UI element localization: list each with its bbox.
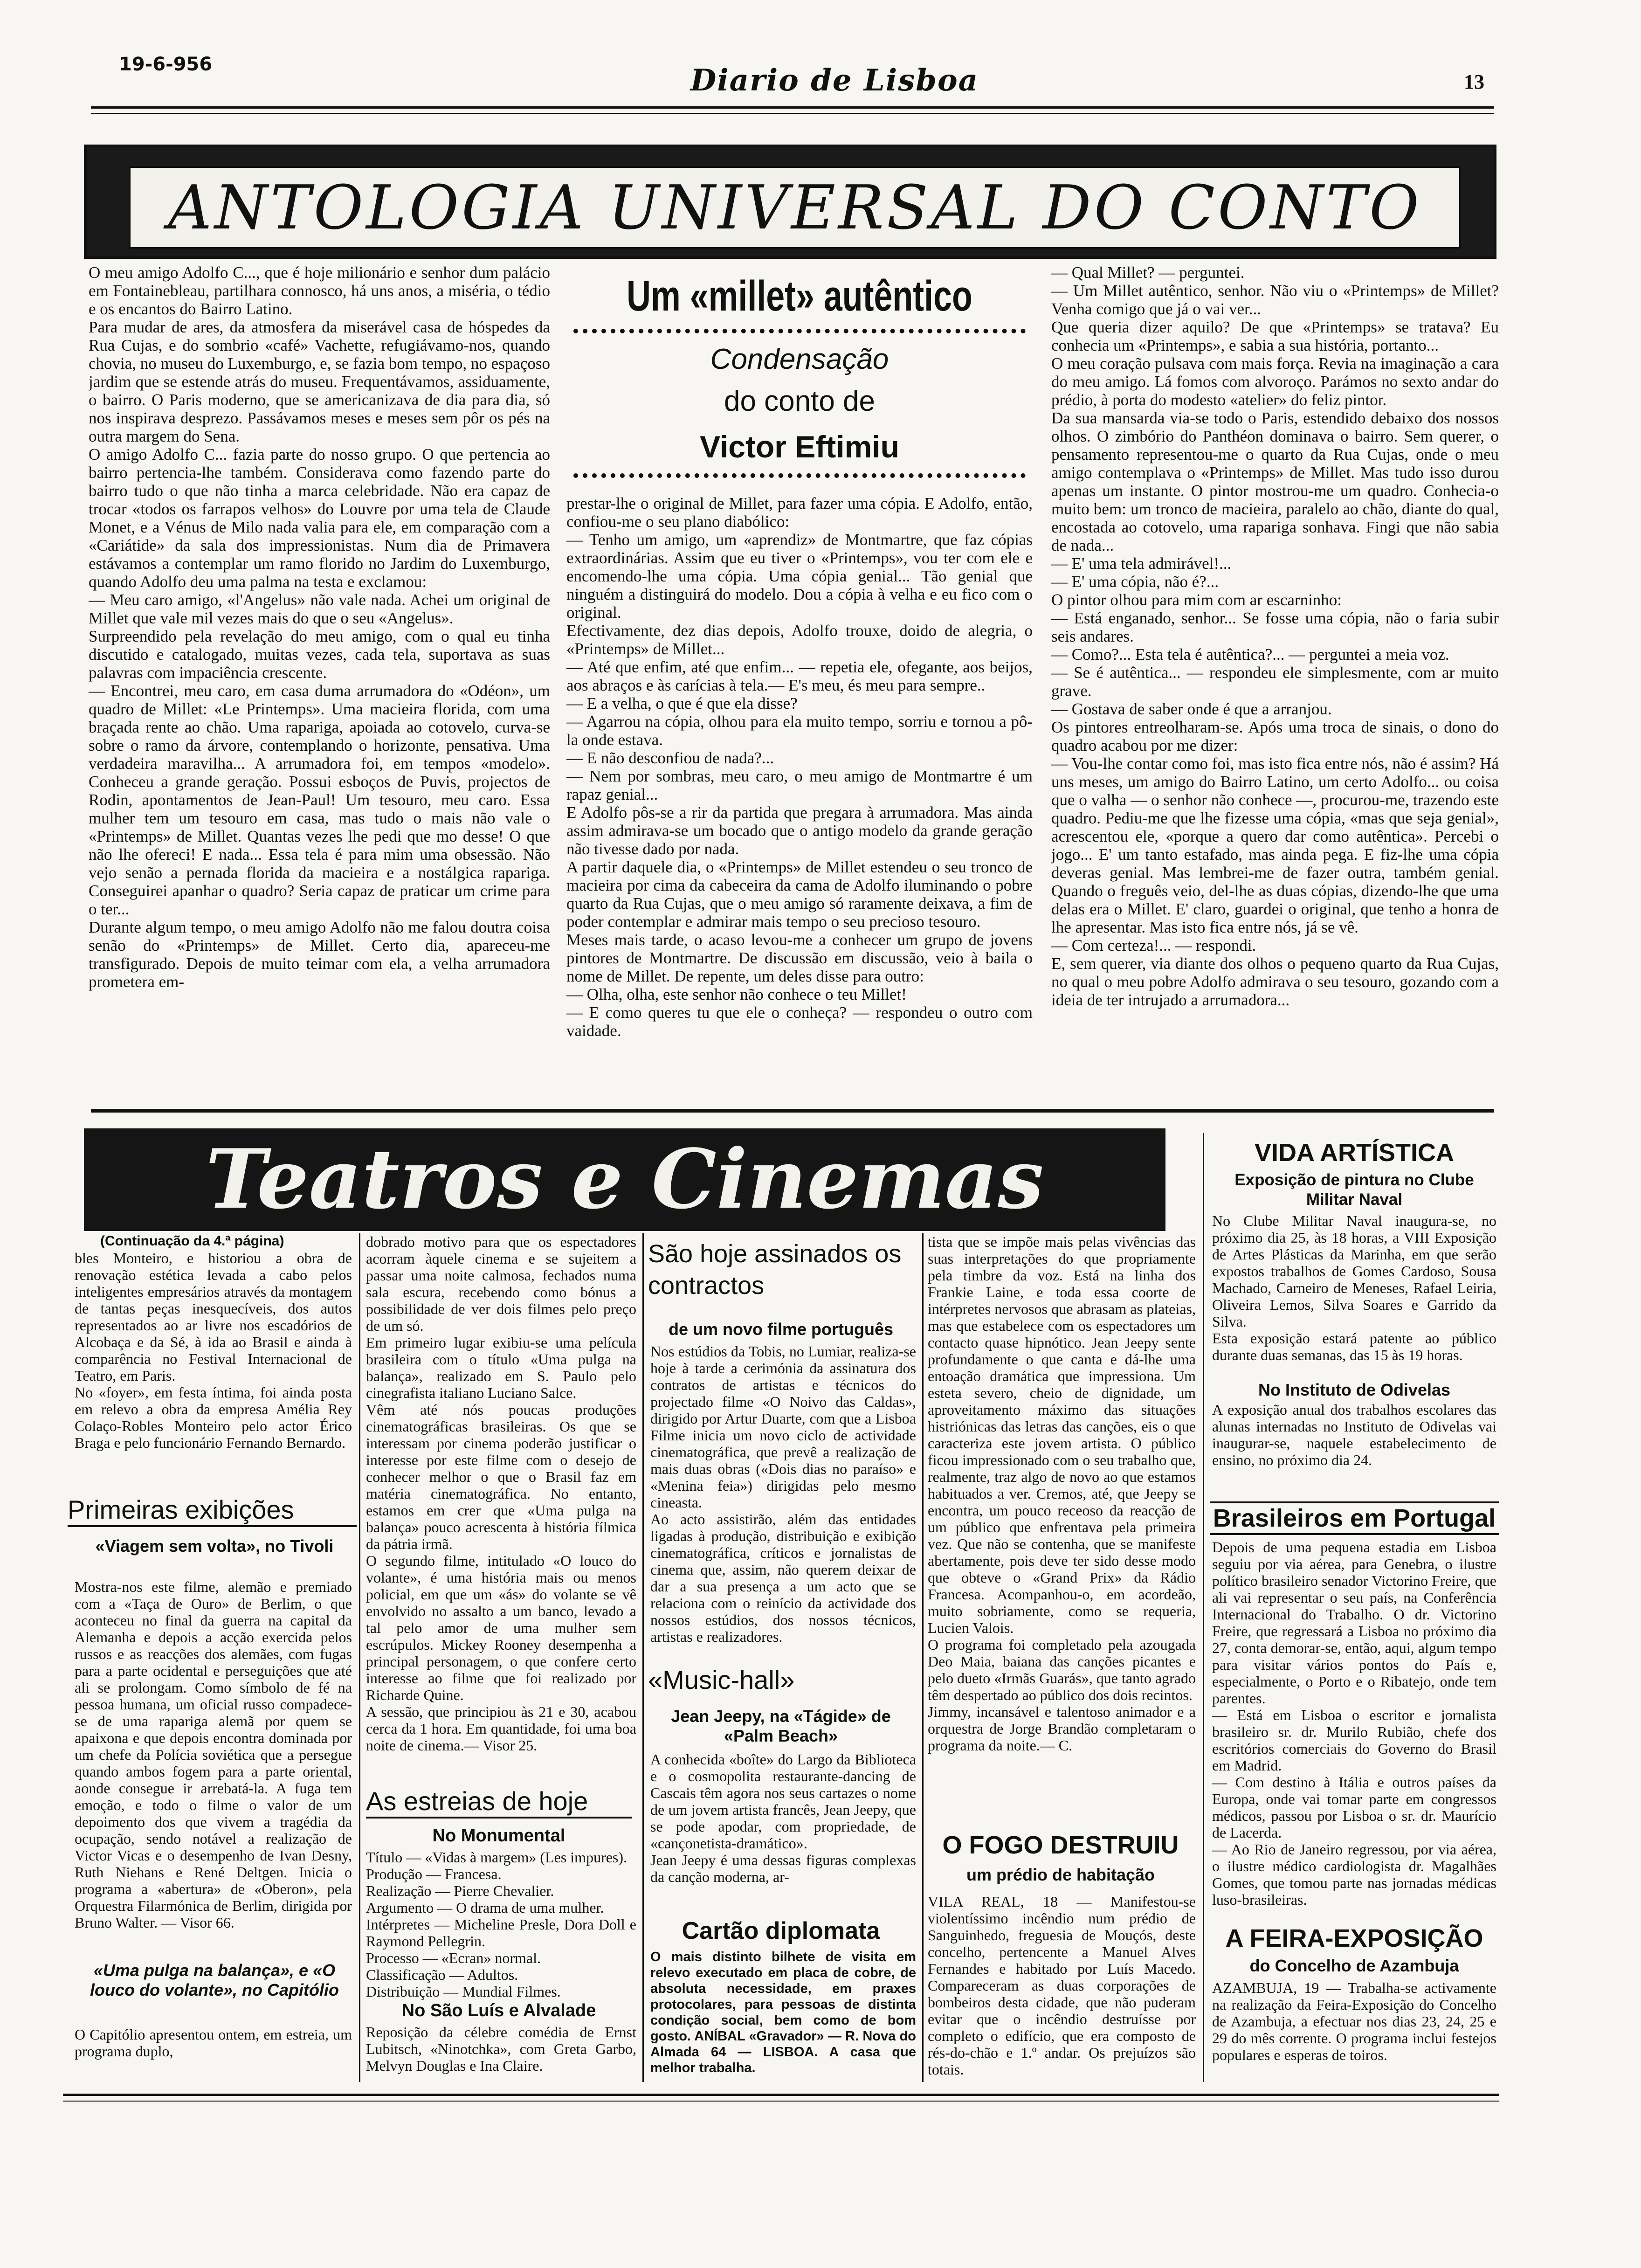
brasileiros-text: Depois de uma pequena estadia em Lisboa seguiu por via aérea, para Genebra, o ilustre político brasileiro senador Victorino Freire, que ali vai representar o seu país, na Conferência Internacional do Trabalho. O dr. Victorino Freire, que regressará a Lisboa no próximo dia 27, conta demorar-se, então, aqui, algum tempo para visitar vários pontos do País e, especialmente, o Porto e o Ribatejo, onde tem parentes. — Está em Lisboa o escritor e jornalista brasileiro sr. dr. Murilo Rubião, chefe dos escritórios comerciais do Governo do Brasil em Madrid. — Com destino à Itália e outros países da Europa, onde vai tomar parte em congressos médicos, passou por Lisboa o sr. dr. Maurício de Lacerda. — Ao Rio de Janeiro regressou, por via aérea, o ilustre médico cardiologista dr. Magalhães Gomes, que tomou parte nas jornadas médicas luso-brasileiras. — [1212, 1539, 1496, 1908]
cartao-title: Cartão diplomata — [682, 1917, 880, 1944]
saoluis-title: No São Luís e Alvalade — [401, 2001, 596, 2020]
bottom-rule-thin — [63, 2101, 1499, 2102]
cartao-text: O mais distinto bilhete de visita em relevo executado em placa de cobre, de absoluta necessidade, em praxes protocolares, para pessoas de distinta condição social, bem como de bom gosto. ANÍBAL «Gravador» — R. Nova do Almada 64 — LISBOA. A casa que melhor trabalha. — [650, 1950, 916, 2075]
teatros-banner-text: Teatros e Cinemas — [206, 1132, 1044, 1227]
musichall-sub: Jean Jeepy, na «Tágide» de «Palm Beach» — [671, 1707, 891, 1745]
monumental-line: Distribuição — Mundial Filmes. — [366, 1983, 561, 2000]
antologia-banner — [84, 145, 1496, 259]
vida-sub: Exposição de pintura no Clube Militar Naval — [1234, 1171, 1474, 1209]
antologia-banner-text: ANTOLOGIA UNIVERSAL DO CONTO — [129, 166, 1461, 249]
condensation-label: Condensação — [710, 343, 889, 375]
monumental-line: Classificação — Adultos. — [366, 1966, 518, 1983]
estreias-title: As estreias de hoje — [366, 1786, 632, 1819]
column-divider — [922, 1233, 924, 2082]
masthead-rule-thin — [91, 113, 1494, 114]
vida-text: No Clube Militar Naval inaugura-se, no próximo dia 25, às 18 horas, a VIII Exposição de Artes Plásticas da Marinha, em que serão expostos trabalhos de Gomes Cardoso, Sousa Machado, Carneiro de Meneses, Rafael Leiria, Oliveira Lemos, Silva Soares e Garrido da Silva. Esta exposição estará patente ao público durante duas semanas, das 15 às 19 horas. — [1212, 1212, 1496, 1363]
story-column-2: prestar-lhe o original de Millet, para fazer uma cópia. E Adolfo, então, confiou-me o seu plano diabólico: — Tenho um amigo, um «aprendiz» de Montmartre, que faz cópias extraordinárias. Assim que eu tiver o «Printemps», vou ter com ele e encomendo-lhe uma cópia. Uma cópia genial... Tão genial que ninguém a distinguirá do modelo. Dou a cópia à velha e eu fico com o original. Efectivamente, dez dias depois, Adolfo trouxe, doido de alegria, o «Printemps» de Millet... — Até que enfim, até que enfim... — repetia ele, ofegante, aos beijos, aos abraços e às carícias à tela.— E's meu, és meu para sempre.. — E a velha, o que é que ela disse? — Agarrou na cópia, olhou para ela muito tempo, sorriu e tornou a pô-la onde estava. — E não desconfiou de nada?... — Nem por sombras, meu caro, o meu amigo de Montmartre é um rapaz genial... E Adolfo pôs-se a rir da partida que pregara à arrumadora. Mas ainda assim admirava-se um bocado que o antigo modelo da grande geração não tivesse dado por nada. A partir daquele dia, o «Printemps» de Millet estendeu o seu tronco de macieira por cima da cabeceira da cama de Adolfo iluminando o pobre quarto da Rua Cujas, que o meu amigo só raramente deixava, a fim de poder contemplar e admirar mais tempo o seu precioso tesouro. Meses mais tarde, o acaso levou-me a conhecer um grupo de jovens pintores de Montmartre. De discussão em discussão, veio à baila o nome de Millet. De repente, um deles disse para outro: — Olha, olha, este senhor não conhece o teu Millet! — E como queres tu que ele o conheça? — respondeu o outro com vaidade. — [566, 494, 1033, 1040]
fogo-title: O FOGO DESTRUIU — [942, 1831, 1179, 1859]
musichall-title: «Music-hall» — [648, 1665, 795, 1694]
monumental-line: Processo — «Ecran» normal. — [366, 1950, 541, 1966]
monumental-line: Produção — Francesa. — [366, 1866, 502, 1882]
teatros-column-3a: Nos estúdios da Tobis, no Lumiar, realiza-se hoje à tarde a cerimónia da assinatura dos contratos de artistas e técnicos do projectado filme «O Noivo das Caldas», dirigido por Artur Duarte, com que a Lisboa Filme inicia um novo ciclo de actividade cinematográfica, que prevê a realização de mais duas obras («Dois dias no paraíso» e «Menina feia») dirigidas pelo mesmo cineasta. Ao acto assistirão, além das entidades ligadas à produção, distribuição e exibição cinematográfica, críticos e jornalistas de cinema que, assim, não querem deixar de dar a sua presença a um acto que se relaciona com o reinício da actividade dos nossos estúdios, dos nossos técnicos, artistas e realizadores. — [650, 1343, 916, 1645]
brasileiros-title: Brasileiros em Portugal — [1210, 1501, 1499, 1535]
teatros-column-1b: Mostra-nos este filme, alemão e premiado com a «Taça de Ouro» de Berlim, o que aconteceu no final da guerra na capital da Alemanha e depois a acção exercida pelos russos e as reacções dos alemães, com fugas para a parte ocidental e perseguições que até ali se prolongam. Como símbolo de fé na pessoa humana, um oficial russo compadece-se de uma rapariga alemã por quem se apaixona e que depois encontra dominada por um chefe da Polícia soviética que a persegue quando ambos fogem para a parte oriental, aonde consegue ir arrebatá-la. A fuga tem emoção, e todo o filme o valor de um depoimento dos que vivem a tragédia da ocupação, sendo notável a realização de Victor Vicas e o desempenho de Ivan Desny, Ruth Niehans e René Deltgen. Inicia o programa a «abertura» de «Oberon», pela Orquestra Filarmónica de Berlim, dirigida por Bruno Walter. — Visor 66. — [75, 1578, 352, 1931]
fogo-sub: um prédio de habitação — [966, 1865, 1155, 1884]
story-bottom-rule — [91, 1109, 1494, 1113]
teatros-column-2a: dobrado motivo para que os espectadores acorram àquele cinema e se sujeitem a passar uma noite calmosa, fechados numa sala escura, recebendo como bónus a possibilidade de ver dois filmes pelo preço de um só. Em primeiro lugar exibiu-se uma película brasileira com o título «Uma pulga na balança», realizado em S. Paulo pelo cinegrafista italiano Luciano Salce. Vêm até nós poucas produções cinematográficas brasileiras. Os que se interessam por cinema poderão justificar o interesse por este filme com o desejo de conhecer melhor o que o Brasil faz em matéria cinematográfica. No entanto, estamos em crer que «Uma pulga na balança» pouco acrescenta à história fílmica da pátria irmã. O segundo filme, intitulado «O louco do volante», é uma história mais ou menos policial, em que um «ás» do volante se vê envolvido no assalto a um banco, levado a tal pelo amor de uma mulher sem escrúpulos. Mickey Rooney desempenha a principal personagem, o que confere certo interesse ao filme que foi realizado por Richarde Quine. A sessão, que principiou às 21 e 30, acabou cerca da 1 hora. Em quantidade, foi uma boa noite de cinema.— Visor 25. — [366, 1233, 636, 1754]
pulga-title: «Uma pulga na balança», e «O louco do volante», no Capitólio — [90, 1961, 339, 1999]
story-column-3: — Qual Millet? — perguntei. — Um Millet autêntico, senhor. Não viu o «Printemps» de Millet? Venha comigo que já o vai ver... Que queria dizer aquilo? De que «Printemps» se tratava? Eu conhecia um «Printemps», e sabia a sua história, portanto... O meu coração pulsava com mais força. Revia na imaginação a cara do meu amigo. Lá fomos com alvoroço. Parámos no sexto andar do prédio, à porta do modesto «atelier» do feliz pintor. Da sua mansarda via-se todo o Paris, estendido debaixo dos nossos olhos. O zimbório do Panthéon dominava o bairro. Sem querer, o pensamento representou-me o quarto da Rua Cujas, onde o meu amigo contemplava o «Printemps» de Millet. Mas tudo isso durou apenas um instante. O pintor mostrou-me um quadro. Conhecia-o muito bem: um tronco de macieira, paralelo ao chão, diante do qual, encostada ao cotovelo, uma rapariga sonhava. Fingi que não sabia de nada... — E' uma tela admirável!... — E' uma cópia, não é?... O pintor olhou para mim com ar escarninho: — Está enganado, senhor... Se fosse uma cópia, não o faria subir seis andares. — Como?... Esta tela é autêntica?... — perguntei a meia voz. — Se é autêntica... — respondeu ele simplesmente, com ar muito grave. — Gostava de saber onde é que a arranjou. Os pintores entreolharam-se. Após uma troca de sinais, o dono do quadro acabou por me dizer: — Vou-lhe contar como foi, mas isto fica entre nós, não é assim? Há uns meses, um amigo do Bairro Latino, um certo Adolfo... ou coisa que o valha — o senhor não conhece —, procurou-me, trazendo este quadro. Pediu-me que lhe fizesse uma cópia, «mas que seja genial», acrescentou ele, «porque a quero dar como autêntica». Percebi o jogo... E' um tanto estafado, mas ainda pega. E fiz-lhe uma cópia deveras genial. Mas lembrei-me de fazer outra, também genial. Quando o freguês veio, del-lhe as duas cópias, dizendo-lhe que uma delas era o Millet. E' claro, guardei o original, que tenho a honra de lhe apresentar. Mas isto fica entre nós, já se vê. — Com certeza!... — respondi. E, sem querer, via diante dos olhos o pequeno quarto da Rua Cujas, no qual o meu pobre Adolfo admirava o seu tesouro, gozando com a ideia de ter intrujado a arrumadora... — [1051, 263, 1499, 1009]
monumental-line: Título — «Vidas à margem» (Les impures). — [366, 1849, 627, 1866]
masthead-title: Diario de Lisboa — [690, 63, 979, 98]
condensation-box — [573, 329, 1026, 478]
monumental-line: Argumento — O drama de uma mulher. — [366, 1899, 604, 1916]
feira-title: A FEIRA-EXPOSIÇÃO — [1225, 1924, 1483, 1952]
monumental-title: No Monumental — [432, 1826, 565, 1846]
teatros-column-4a: tista que se impõe mais pelas vivências das suas interpretações do que propriamente pela timbre da voz. Está na linha dos Frankie Laine, e toda essa coorte de intérpretes nervosos que abrasam as plateias, mas que estabelece com os espectadores um contacto quase hipnótico. Jean Jeepy sente profundamente o que canta e dá-lhe uma entoação dramática que impressiona. Um esteta severo, cheio de dignidade, um aproveitamento máximo das situações histriónicas das letras das canções, eis o que caracteriza este jovem artista. O público ficou impressionado com o seu trabalho que, realmente, traz algo de novo ao que estamos habituados a ver. Cremos, até, que Jeepy se encontra, um pouco receoso da reacção de um público que enfrentava pela primeira vez. Que não se contenha, que se manifeste abertamente, pois deve ter sido desse modo que obteve o «Grand Prix» da Rádio Francesa. Acompanhou-o, em acordeão, muito sobriamente, como se requeria, Lucien Valois. O programa foi completado pela azougada Deo Maia, baiana das canções picantes e pelo dueto «Irmãs Guarás», que tanto agrado têm despertado ao público dos dois recintos. Jimmy, incansável e talentoso animador e a orquestra de Jorge Brandão completaram o programa da noite.— C. — [928, 1233, 1196, 1754]
masthead-date: 19-6-956 — [119, 54, 213, 75]
column-divider — [359, 1233, 360, 2082]
column-divider — [1203, 1133, 1204, 2082]
feira-sub: do Concelho de Azambuja — [1249, 1956, 1459, 1975]
teatros-column-1c: O Capitólio apresentou ontem, em estreia, um programa duplo, — [75, 2026, 352, 2060]
teatros-column-2b: Reposição da célebre comédia de Ernst Lubitsch, «Ninotchka», com Greta Garbo, Melvyn Douglas e Ina Claire. — [366, 2024, 636, 2074]
assinados-title: São hoje assinados os contractos — [648, 1240, 902, 1300]
teatros-banner — [84, 1128, 1165, 1231]
odivelas-text: A exposição anual dos trabalhos escolares das alunas internadas no Instituto de Odivelas vai inaugurar-se, naquele estabelecimento de ensino, no próximo dia 24. — [1212, 1401, 1496, 1468]
primeiras-title: Primeiras exibições — [68, 1494, 357, 1527]
vida-title: VIDA ARTÍSTICA — [1255, 1139, 1454, 1167]
monumental-line: Intérpretes — Micheline Presle, Dora Doll e Raymond Pellegrin. — [366, 1916, 636, 1950]
story-column-1: O meu amigo Adolfo C..., que é hoje milionário e senhor dum palácio em Fontainebleau, partilhara connosco, há uns anos, a miséria, o tédio e os encantos do Bairro Latino. Para mudar de ares, da atmosfera da miserável casa de hóspedes da Rua Cujas, e do sombrio «café» Vachette, refugiávamo-nos, quando chovia, no museu do Luxemburgo, e, se fazia bom tempo, no espaçoso jardim que se estende atrás do museu. Frequentávamos, assiduamente, o bairro. O Paris moderno, que se americanizava de dia para dia, só nos inspirava desprezo. Passávamos meses e meses sem pôr os pés na outra margem do Sena. O amigo Adolfo C... fazia parte do nosso grupo. O que pertencia ao bairro pertencia-lhe também. Considerava como fazendo parte do bairro tudo o que não tinha a marca celebridade. Não era capaz de trocar «todos os farrapos velhos» do Louvre por uma tela de Claude Monet, e a Vénus de Milo nada valia para ele, em comparação com a «Cariátide» da sala dos impressionistas. Num dia de Primavera estávamos a contemplar um ramo florido no Jardim do Luxemburgo, quando Adolfo deu uma palma na testa e exclamou: — Meu caro amigo, «l'Angelus» não vale nada. Achei um original de Millet que vale mil vezes mais do que o seu «Angelus». Surpreendido pela revelação do meu amigo, com o qual eu tinha discutido e catalogado, muitas vezes, cada tela, suportava as suas palavras com impaciência crescente. — Encontrei, meu caro, em casa duma arrumadora do «Odéon», um quadro de Millet: «Le Printemps». Uma macieira florida, com uma braçada rente ao chão. Uma rapariga, apoiada ao cotovelo, curva-se sobre o ramo da árvore, contemplando o horizonte, pensativa. Uma verdadeira maravilha... A arrumadora foi, em tempos «modelo». Conheceu a grande geração. Possui esboços de Puvis, projectos de Rodin, apontamentos de Jean-Paul! Um tesouro, meu caro. Essa mulher tem um tesouro em casa, mas tudo o mais não vale o «Printemps» de Millet. Quantas vezes lhe pedi que mo desse! O que não lhe ofereci! E nada... Essa tela é para mim uma obsessão. Não vejo senão a pernada florida da macieira e a nostálgica rapariga. Conseguirei apanhar o quadro? Seria capaz de praticar um crime para o ter... Durante algum tempo, o meu amigo Adolfo não me falou doutra coisa senão do «Printemps» de Millet. Certo dia, apareceu-me transfigurado. Depois de muito teimar com ela, a velha arrumadora prometera em- — [89, 263, 550, 991]
teatros-column-3b: A conhecida «boîte» do Largo da Biblioteca e o cosmopolita restaurante-dancing de Cascais têm agora nos seus cartazes o nome de um jovem artista francês, Jean Jeepy, que se pode apodar, com propriedade, de «cançonetista-dramático». Jean Jeepy é uma dessas figuras complexas da canção moderna, ar- — [650, 1751, 916, 1885]
masthead-rule — [91, 106, 1494, 109]
story-of-label: do conto de — [724, 385, 876, 417]
monumental-line: Realização — Pierre Chevalier. — [366, 1882, 554, 1899]
teatros-continued: (Continuação da 4.ª página) — [100, 1233, 284, 1249]
viagem-title: «Viagem sem volta», no Tivoli — [95, 1536, 334, 1556]
teatros-column-4b: VILA REAL, 18 — Manifestou-se violentíssimo incêndio num prédio de Sanguinhedo, freguesia de Mouçós, deste concelho, pertencente a Manuel Alves Fernandes e habitado por Luís Macedo. Compareceram as duas corporações de bombeiros desta cidade, que não puderam evitar que o incêndio destruísse por completo o edifício, que era composto de rés-do-chão e 1.º andar. Os prejuízos são totais. — [928, 1893, 1196, 2078]
bottom-rule — [63, 2094, 1499, 2096]
assinados-sub: de um novo filme português — [668, 1320, 894, 1339]
odivelas-title: No Instituto de Odivelas — [1258, 1380, 1451, 1399]
story-title: Um «millet» autêntico — [627, 272, 972, 320]
column-divider — [642, 1233, 644, 2082]
teatros-column-1a: bles Monteiro, e historiou a obra de renovação estética levada a cabo pelos inteligentes empresários através da montagem de tantas peças inesquecíveis, dos autos representados ao ar livre nos escadórios de Alcobaça e da Sé, à ida ao Brasil e ainda à comparência no Festival Internacional de Teatro, em Paris. No «foyer», em festa íntima, foi ainda posta em relevo a obra da empresa Amélia Rey Colaço-Robles Monteiro pelo actor Érico Braga e pelo funcionário Fernando Bernardo. — [75, 1250, 352, 1451]
page-number: 13 — [1464, 70, 1484, 93]
feira-text: AZAMBUJA, 19 — Trabalha-se activamente na realização da Feira-Exposição do Concelho de Azambuja, a efectuar nos dias 23, 24, 25 e 29 do mês corrente. O programa inclui festejos populares e esperas de toiros. — [1212, 1979, 1496, 2063]
story-author: Victor Eftimiu — [700, 429, 899, 464]
monumental-list — [366, 1849, 636, 2000]
